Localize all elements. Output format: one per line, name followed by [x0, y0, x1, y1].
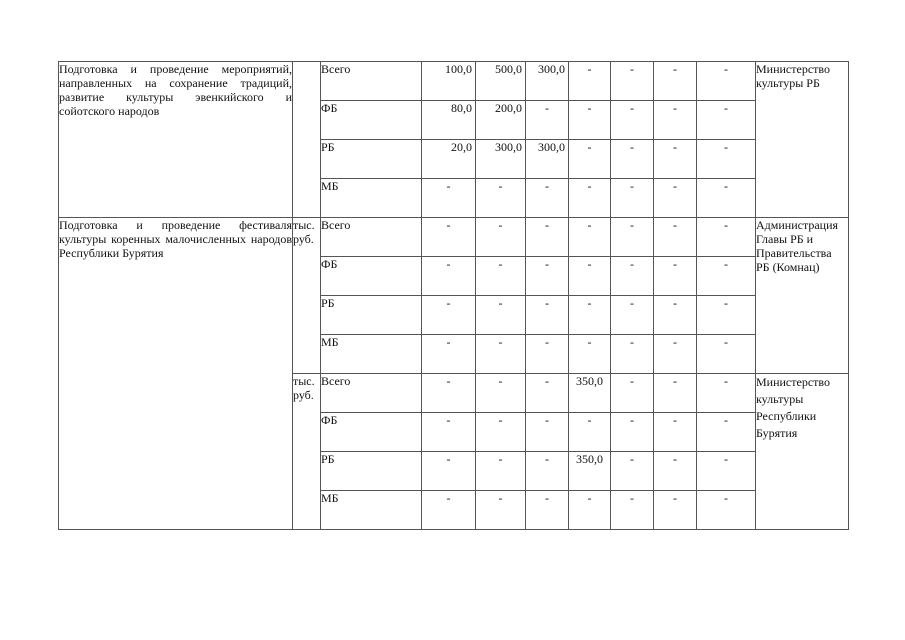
value-cell: -: [422, 179, 476, 218]
value-cell: -: [611, 218, 654, 257]
value-cell: -: [526, 335, 569, 374]
value-cell: -: [611, 374, 654, 413]
value-cell: -: [611, 491, 654, 530]
value-cell: -: [422, 296, 476, 335]
table-row: [59, 218, 849, 257]
value-cell: -: [611, 452, 654, 491]
value-cell: -: [697, 257, 756, 296]
value-cell: -: [476, 491, 526, 530]
value-cell: -: [526, 101, 569, 140]
value-cell: 300,0: [526, 140, 569, 179]
value-cell: -: [611, 257, 654, 296]
value-cell: -: [526, 413, 569, 452]
value-cell: -: [654, 218, 697, 257]
funding-source: ФБ: [321, 413, 422, 452]
value-cell: -: [654, 452, 697, 491]
funding-source: ФБ: [321, 101, 422, 140]
value-cell: -: [654, 335, 697, 374]
value-cell: -: [422, 257, 476, 296]
value-cell: -: [654, 62, 697, 101]
funding-source: РБ: [321, 140, 422, 179]
value-cell: -: [697, 62, 756, 101]
funding-source: РБ: [321, 452, 422, 491]
value-cell: 350,0: [569, 374, 611, 413]
value-cell: -: [654, 140, 697, 179]
value-cell: -: [611, 140, 654, 179]
table-body: [59, 62, 849, 530]
value-cell: -: [422, 452, 476, 491]
value-cell: -: [569, 257, 611, 296]
funding-source: ФБ: [321, 257, 422, 296]
value-cell: -: [422, 491, 476, 530]
value-cell: -: [569, 296, 611, 335]
value-cell: -: [569, 179, 611, 218]
table-row: [59, 62, 849, 101]
value-cell: -: [476, 335, 526, 374]
value-cell: -: [697, 335, 756, 374]
value-cell: -: [654, 179, 697, 218]
value-cell: 200,0: [476, 101, 526, 140]
value-cell: -: [654, 101, 697, 140]
responsible-executor: Министерство культуры РБ: [756, 62, 849, 218]
unit-cell: тыс. руб.: [293, 374, 321, 530]
measure-description: Подготовка и проведение фестиваля культуры коренных малочисленных народов Республики Бурятия: [59, 218, 293, 530]
value-cell: -: [476, 452, 526, 491]
value-cell: -: [697, 140, 756, 179]
unit-cell: [293, 62, 321, 218]
value-cell: -: [476, 218, 526, 257]
value-cell: -: [526, 491, 569, 530]
funding-source: МБ: [321, 335, 422, 374]
value-cell: -: [476, 374, 526, 413]
value-cell: -: [569, 140, 611, 179]
responsible-executor: Администрация Главы РБ и Правительства РБ (Комнац): [756, 218, 849, 374]
value-cell: 100,0: [422, 62, 476, 101]
value-cell: -: [476, 413, 526, 452]
funding-source: Всего: [321, 62, 422, 101]
value-cell: -: [422, 413, 476, 452]
funding-source: Всего: [321, 374, 422, 413]
value-cell: -: [569, 62, 611, 101]
value-cell: -: [611, 101, 654, 140]
value-cell: 300,0: [526, 62, 569, 101]
value-cell: -: [569, 218, 611, 257]
value-cell: -: [654, 257, 697, 296]
value-cell: -: [697, 374, 756, 413]
value-cell: -: [569, 491, 611, 530]
value-cell: 300,0: [476, 140, 526, 179]
value-cell: 500,0: [476, 62, 526, 101]
value-cell: -: [697, 101, 756, 140]
funding-source: МБ: [321, 179, 422, 218]
value-cell: -: [476, 179, 526, 218]
unit-cell: тыс. руб.: [293, 218, 321, 374]
value-cell: -: [611, 179, 654, 218]
responsible-executor: Министерство культуры Республики Бурятия: [756, 374, 849, 530]
value-cell: -: [697, 452, 756, 491]
value-cell: -: [697, 218, 756, 257]
value-cell: -: [526, 257, 569, 296]
value-cell: -: [654, 374, 697, 413]
funding-source: МБ: [321, 491, 422, 530]
value-cell: -: [697, 179, 756, 218]
value-cell: -: [476, 257, 526, 296]
value-cell: -: [611, 296, 654, 335]
value-cell: 20,0: [422, 140, 476, 179]
value-cell: -: [611, 413, 654, 452]
funding-source: Всего: [321, 218, 422, 257]
funding-table: [58, 61, 849, 530]
value-cell: 80,0: [422, 101, 476, 140]
value-cell: -: [654, 296, 697, 335]
value-cell: -: [611, 335, 654, 374]
value-cell: -: [697, 491, 756, 530]
value-cell: -: [569, 101, 611, 140]
measure-description: Подготовка и проведение мероприятий, направленных на сохранение традиций, развитие культуры эвенкийского и сойотского народов: [59, 62, 293, 218]
value-cell: -: [422, 374, 476, 413]
value-cell: -: [526, 374, 569, 413]
value-cell: -: [422, 335, 476, 374]
value-cell: -: [654, 491, 697, 530]
value-cell: -: [697, 413, 756, 452]
value-cell: -: [526, 452, 569, 491]
value-cell: -: [654, 413, 697, 452]
value-cell: -: [422, 218, 476, 257]
value-cell: -: [526, 218, 569, 257]
value-cell: -: [476, 296, 526, 335]
value-cell: -: [526, 296, 569, 335]
value-cell: -: [569, 335, 611, 374]
value-cell: -: [526, 179, 569, 218]
value-cell: -: [697, 296, 756, 335]
value-cell: -: [569, 413, 611, 452]
value-cell: -: [611, 62, 654, 101]
funding-source: РБ: [321, 296, 422, 335]
value-cell: 350,0: [569, 452, 611, 491]
